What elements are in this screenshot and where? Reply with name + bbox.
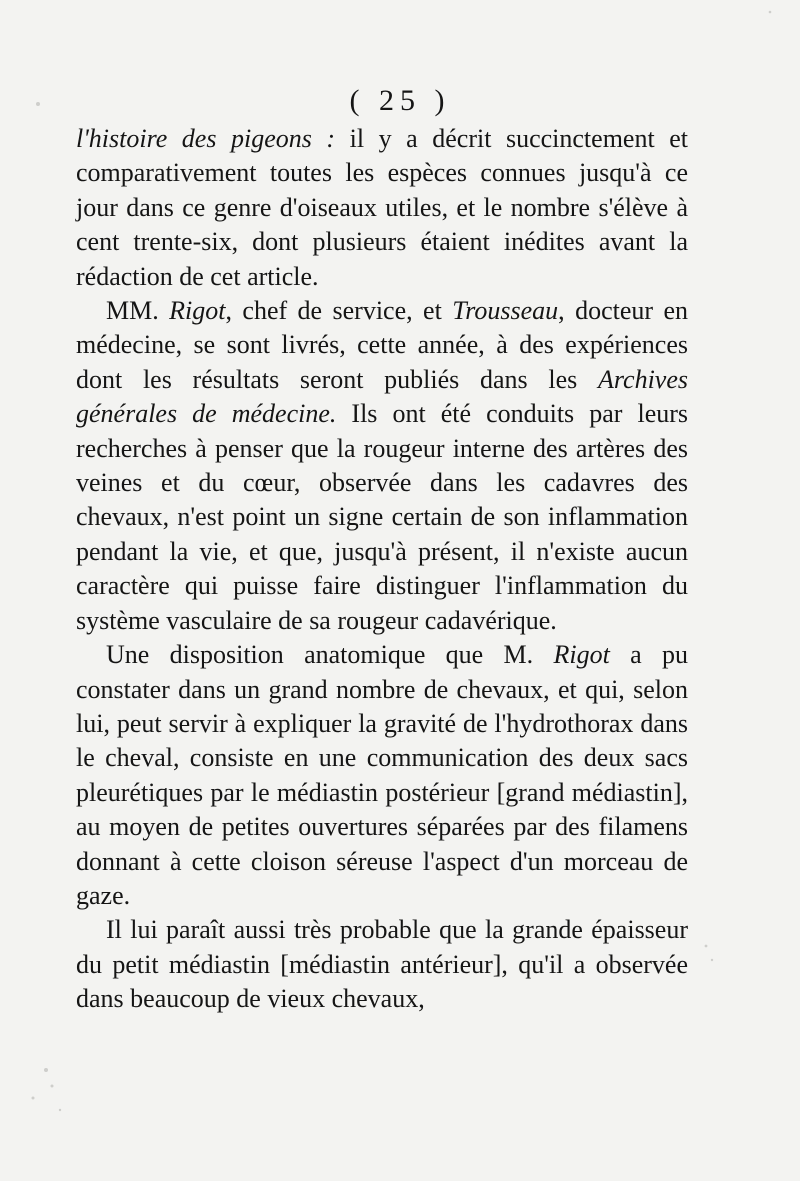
- text-run: MM.: [106, 296, 170, 326]
- italic-run: Rigot: [169, 296, 226, 326]
- text-run: , docteur en médecine, se sont livrés, cette année, à des expériences dont les résultats seront publiés dans les: [76, 296, 688, 394]
- text-run: il y a décrit succinctement et comparativement toutes les espèces connues jusqu'à ce jour dans ce genre d'oiseaux utiles, et le nombre s'élève à cent trente-six, dont plusieurs étaient inédites avant la rédaction de cet article.: [76, 124, 688, 291]
- italic-run: Rigot: [553, 640, 610, 670]
- paragraph: [76, 638, 688, 913]
- paragraph: [76, 294, 688, 638]
- page-number: ( 25 ): [349, 84, 451, 117]
- italic-run: Trousseau: [452, 296, 559, 326]
- text-run: , chef de service, et: [225, 296, 453, 326]
- paragraph: [76, 122, 688, 294]
- text-run: a pu constater dans un grand nombre de chevaux, et qui, selon lui, peut servir à expliquer la gravité de l'hydrothorax dans le cheval, consiste en une communication des deux sacs pleurétiques par le médiastin postérieur [grand médiastin], au moyen de petites ouvertures séparées par des filamens donnant à cette cloison séreuse l'aspect d'un morceau de gaze.: [76, 640, 688, 910]
- paragraph: [76, 913, 688, 1016]
- body-text: [76, 122, 688, 1017]
- text-run: Une disposition anatomique que M.: [106, 640, 554, 670]
- italic-run: l'histoire des pigeons :: [76, 124, 336, 153]
- text-run: Il lui paraît aussi très probable que la grande épaisseur du petit médiastin [médiastin antérieur], qu'il a observée dans beaucoup de vieux chevaux,: [76, 915, 688, 1014]
- text-run: Ils ont été conduits par leurs recherches à penser que la rougeur interne des artères des veines et du cœur, observée dans les cadavres des chevaux, n'est point un signe certain de son inflammation pendant la vie, et que, jusqu'à présent, il n'existe aucun caractère qui puisse faire distinguer l'inflammation du système vasculaire de sa rougeur cadavérique.: [76, 399, 689, 635]
- italic-run: Archives générales de médecine.: [76, 364, 688, 429]
